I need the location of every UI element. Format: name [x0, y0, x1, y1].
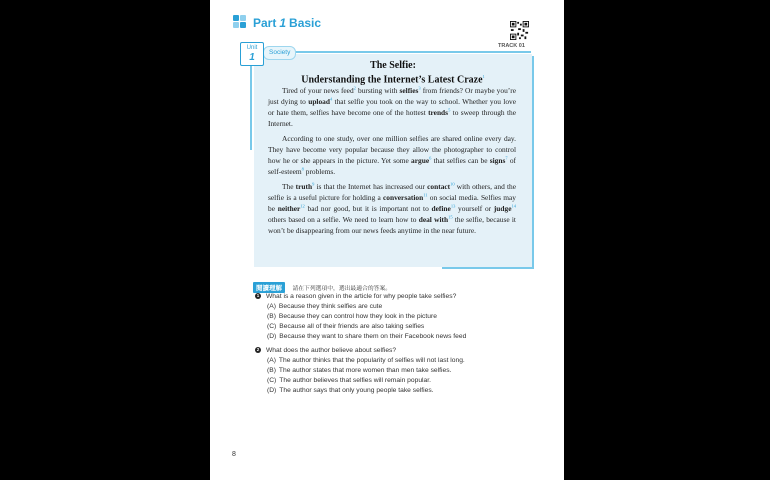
vocab-word: signs [489, 156, 506, 165]
answer-option[interactable]: (C) Because all of their friends are also taking selfies [267, 323, 425, 330]
vocab-marker: 13 [450, 203, 456, 209]
vocab-marker: 10 [450, 181, 455, 187]
page-number: 8 [232, 451, 236, 458]
qr-code-icon[interactable] [510, 21, 529, 40]
answer-option[interactable]: (D) The author says that only young people take selfies. [267, 387, 434, 394]
article-paragraph: According to one study, over one million selfies are shared online every day. They have become very popular because they allow the photographer to control how he or she appears in the picture. Yet some argue$^6$ that selfies can be signs$^7$ of self-esteem$^8$ problems. [268, 134, 516, 176]
vocab-marker: 9 [312, 181, 315, 187]
part-squares-icon [233, 15, 247, 29]
answer-option[interactable]: (C) The author believes that selfies will remain popular. [267, 377, 431, 384]
title-line-1: The Selfie: [370, 60, 416, 71]
part-title [253, 16, 321, 30]
unit-badge [240, 42, 264, 66]
vocab-marker: 11 [423, 192, 428, 198]
answer-option[interactable]: (B) Because they can control how they look in the picture [267, 313, 437, 320]
vocab-marker: 12 [300, 203, 305, 209]
question-2 [255, 346, 535, 396]
question-1 [255, 292, 535, 342]
vocab-word: judge [493, 204, 512, 213]
answer-option[interactable]: (A) Because they think selfies are cute [267, 303, 383, 310]
vocab-word: upload [308, 97, 330, 106]
answer-option[interactable]: (A) The author thinks that the popularity of selfies will not last long. [267, 357, 465, 364]
article-paragraph: Tired of your news feed$^2$ bursting with selfies$^3$ from friends? Or maybe you’re just dying to upload$^4$ that selfie you took on the way to school. Whether you love or hate them, selfies have become one of the hottest trends$^5$ to sweep through the Internet. [268, 85, 516, 128]
reading-instruction: 請在下列選項中，選出最適合的答案。 [292, 286, 392, 292]
unit-number: 1 [249, 52, 255, 63]
vocab-word: truth [295, 182, 313, 191]
question-number-icon: 1 [256, 293, 260, 298]
article-body [268, 85, 516, 240]
vocab-marker: 7 [505, 155, 508, 161]
vocab-marker: 2 [353, 85, 356, 91]
vocab-marker: 5 [448, 107, 451, 113]
reading-badge: 閱讀理解 [253, 282, 285, 293]
part-word: Part [253, 16, 277, 30]
vocab-word: selfies [399, 86, 419, 95]
category-tag: Society [263, 46, 296, 60]
vocab-marker: 4 [329, 96, 333, 102]
vocab-marker: 14 [511, 203, 517, 209]
title-line-2: Understanding the Internet’s Latest Craze$^1$ [301, 74, 485, 86]
answer-option[interactable]: (D) Because they want to share them on their Facebook news feed [267, 333, 467, 340]
vocab-marker: 15 [448, 214, 453, 220]
bottom-accent-rule [442, 267, 534, 269]
vocab-marker: 3 [418, 85, 421, 91]
answer-option[interactable]: (B) The author states that more women than men take selfies. [267, 367, 452, 374]
top-accent-rule [294, 51, 531, 53]
unit-word: Unit [246, 45, 258, 51]
vocab-word: neither [277, 204, 301, 213]
left-accent-rule [250, 54, 252, 150]
vocab-word: argue [411, 156, 430, 165]
vocab-word: define [431, 204, 451, 213]
article-paragraph: The truth$^9$ is that the Internet has increased our contact$^{10}$ with others, and the selfie is a useful picture for holding a conversation$^{11}$ on social media. Selfies may be neither$^{12}$ bad nor good, but it is important not to define$^{13}$ yourself or judge$^{14}$ others based on a selfie. We need to learn how to deal with$^{15}$ the selfie, because it won’t be disappearing from our news feeds anytime in the near future. [268, 181, 517, 235]
question-stem: What is a reason given in the article for why people take selfies? [266, 293, 457, 300]
vocab-word: conversation [382, 193, 424, 202]
part-number: 1 [279, 16, 287, 30]
title-marker: 1 [482, 74, 485, 79]
vocab-word: deal with [418, 215, 449, 224]
article-title [254, 60, 532, 85]
question-number-icon: 2 [256, 347, 260, 352]
track-label: TRACK 01 [498, 43, 525, 49]
vocab-marker: 8 [301, 166, 304, 172]
question-stem: What does the author believe about selfies? [266, 347, 397, 354]
vocab-word: contact [427, 182, 451, 191]
vocab-word: trends [428, 108, 449, 117]
book-page [210, 0, 564, 480]
part-name: Basic [289, 16, 322, 30]
vocab-marker: 6 [429, 155, 432, 161]
